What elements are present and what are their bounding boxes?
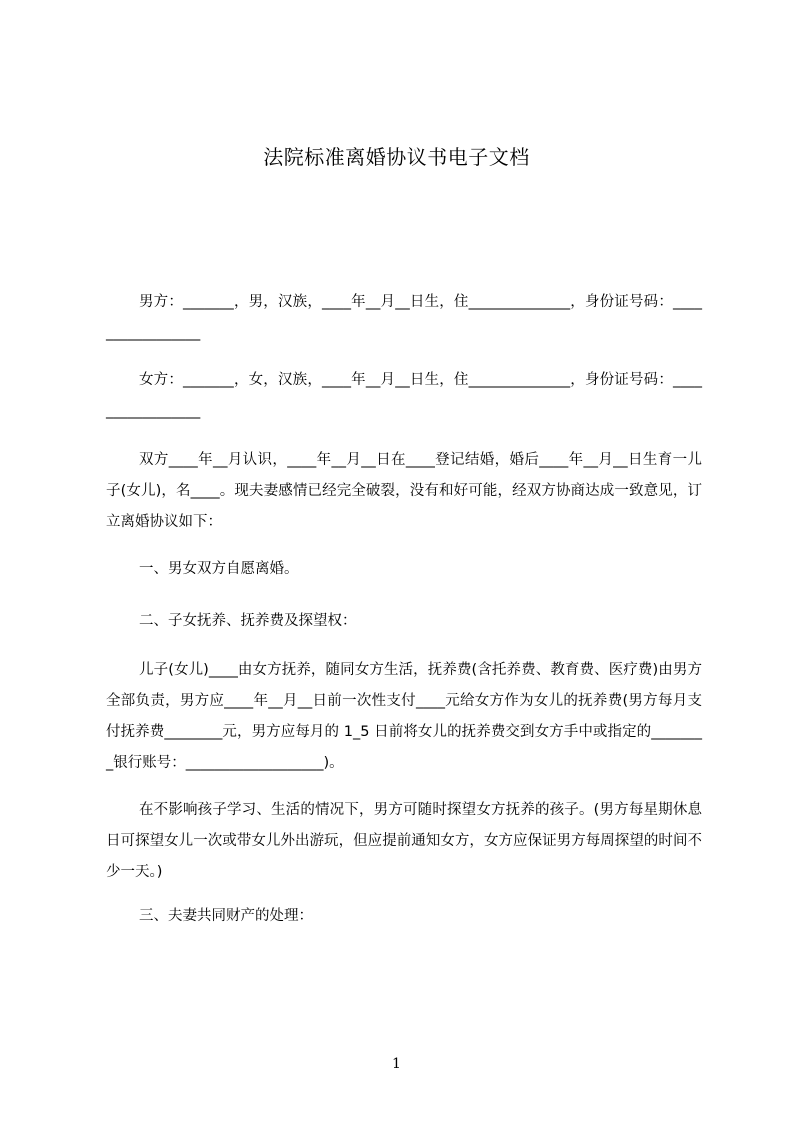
page-number: 1 [392, 1056, 401, 1072]
section-heading-property: 三、夫妻共同财产的处理： [139, 908, 313, 924]
male-party-paragraph: 男方：_______，男，汉族，____年__月__日生，住______________，身份证号码：_________________ [106, 294, 702, 341]
visitation-paragraph: 在不影响孩子学习、生活的情况下，男方可随时探望女方抚养的孩子。(男方每星期休息日可探望女儿一次或带女儿外出游玩，但应提前通知女方，女方应保证男方每周探望的时间不少一天。) [106, 802, 702, 880]
section-heading-custody: 二、子女抚养、抚养费及探望权： [139, 613, 357, 629]
section-heading-divorce: 一、男女双方自愿离婚。 [139, 561, 299, 577]
custody-paragraph: 儿子(女儿)____由女方抚养，随同女方生活，抚养费(含托养费、教育费、医疗费)由男方全部负责，男方应____年__月__日前一次性支付____元给女方作为女儿的抚养费(男方每月支付抚养费________元，男方应每月的 1_5 日前将女儿的抚养费交到女方手中或指定的________银行账号：___________________)。 [106, 662, 702, 771]
document-title: 法院标准离婚协议书电子文档 [263, 145, 530, 169]
female-party-paragraph: 女方：_______，女，汉族，____年__月__日生，住______________，身份证号码：_________________ [106, 372, 702, 419]
marriage-intro-paragraph: 双方____年__月认识，____年__月__日在____登记结婚，婚后____年__月__日生育一儿子(女儿)，名____。现夫妻感情已经完全破裂，没有和好可能，经双方协商达成一致意见，订立离婚协议如下： [106, 452, 702, 530]
